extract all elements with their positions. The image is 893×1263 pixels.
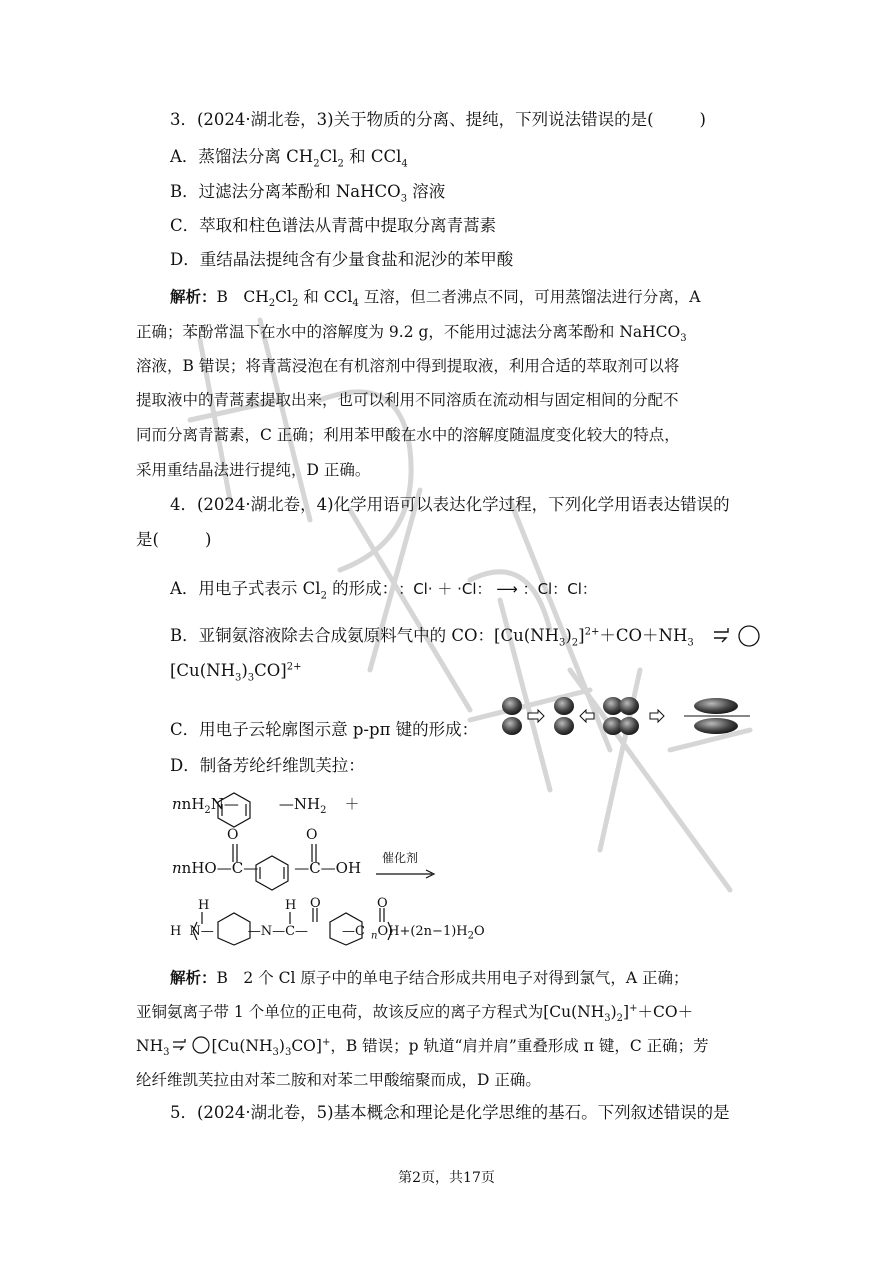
q3-option-a: A．蒸馏法分离 $CH_2Cl_2$ 和 CCl$_4$: [170, 147, 408, 170]
page-footer: 第2页，共17页: [398, 1170, 495, 1186]
q5-stem: 5．(2024·湖北卷，5)基本概念和理论是化学思维的基石。下列叙述错误的是: [170, 1103, 730, 1122]
q4-explanation-line-2: 亚铜氨离子带 1 个单位的正电荷，故该反应的离子方程式为$[Cu(NH_3)_2]^++CO+$: [136, 1002, 694, 1025]
struct-h-right: H: [285, 898, 297, 913]
catalyst-label: 催化剂: [382, 851, 419, 865]
q3-explanation-line-3: 溶液，B 错误；将青蒿浸泡在有机溶剂中得到提取液，利用合适的萃取剂可以将: [136, 357, 680, 375]
struct-row-1: nnH$_2$N— $—NH_2$ ＋: [172, 795, 360, 816]
electron-formula: ：Cl· ＋ ·Cl： ⟶ ：Cl：Cl：: [398, 580, 597, 598]
q4-stem-line-1: 4．(2024·湖北卷，4)化学用语可以表达化学过程，下列化学用语表达错误的: [170, 495, 730, 514]
reversible-arrow-icon: [712, 624, 762, 648]
q3-explanation-line-1: 解析：B $CH_2Cl_2$ 和 CCl$_4$ 互溶，但二者沸点不同，可用蒸馏法进行分离，A: [170, 287, 701, 310]
struct-o-right: O: [306, 827, 318, 843]
struct-h-left: H: [198, 898, 210, 913]
q4-option-b-line-1: B．亚铜氨溶液除去合成氨原料气中的 CO：$[Cu(NH_3)_2]^{2+}+CO+NH_3$: [170, 626, 694, 649]
struct-row-2: nnHO—C— —C—OH: [172, 859, 362, 877]
q3-explanation-line-5: 同而分离青蒿素，C 正确；利用苯甲酸在水中的溶解度随温度变化较大的特点，: [136, 426, 680, 444]
q3-explanation-line-6: 采用重结晶法进行提纯，D 正确。: [136, 461, 371, 479]
q3-explanation-line-2: 正确；苯酚常温下在水中的溶解度为 9.2 g，不能用过滤法分离苯酚和 NaHCO$_3$: [136, 323, 687, 345]
q4-explanation-line-3: $NH_3$ $[Cu(NH_3)_3CO]^+$，B 错误；p 轨道“肩并肩”重叠形成 π 键，C 正确；芳: [136, 1036, 709, 1059]
reversible-arrow-small-icon: [169, 1036, 211, 1054]
q4-stem-line-2: 是( ): [136, 530, 212, 549]
q4-option-b-line-2: $[Cu(NH_3)_3CO]^{2+}$: [170, 661, 302, 684]
q4-option-c: C．用电子云轮廓图示意 p-pπ 键的形成：: [170, 720, 479, 739]
p-orbital-overlap-diagram: [498, 694, 758, 740]
q3-option-c: C．萃取和柱色谱法从青蒿中提取分离青蒿素: [170, 216, 497, 235]
struct-o-3: O: [310, 896, 321, 911]
q3-explanation-line-4: 提取液中的青蒿素提取出来，也可以利用不同溶质在流动相与固定相间的分配不: [136, 391, 679, 409]
q4-option-a: A．用电子式表示 $Cl_2$ 的形成：：Cl· ＋ ·Cl： ⟶ ：Cl：Cl：: [170, 579, 597, 602]
q4-explanation-line-1: 解析：B 2 个 Cl 原子中的单电子结合形成共用电子对得到氯气，A 正确；: [170, 968, 689, 987]
struct-row-3: H N— —N—C— —C $_nOH+(2n-1)H_2O$: [170, 924, 485, 942]
struct-o-left: O: [227, 827, 239, 843]
q3-option-b: B．过滤法分离苯酚和 NaHCO$_3$ 溶液: [170, 182, 446, 205]
q3-option-d: D．重结晶法提纯含有少量食盐和泥沙的苯甲酸: [170, 250, 514, 269]
struct-o-4: O: [377, 896, 388, 911]
kevlar-reaction-structure: [170, 790, 620, 950]
q4-option-d: D．制备芳纶纤维凯芙拉：: [170, 756, 365, 775]
q4-explanation-line-4: 纶纤维凯芙拉由对苯二胺和对苯二甲酸缩聚而成，D 正确。: [136, 1071, 541, 1089]
q3-stem: 3．(2024·湖北卷，3)关于物质的分离、提纯，下列说法错误的是( ): [170, 110, 706, 129]
